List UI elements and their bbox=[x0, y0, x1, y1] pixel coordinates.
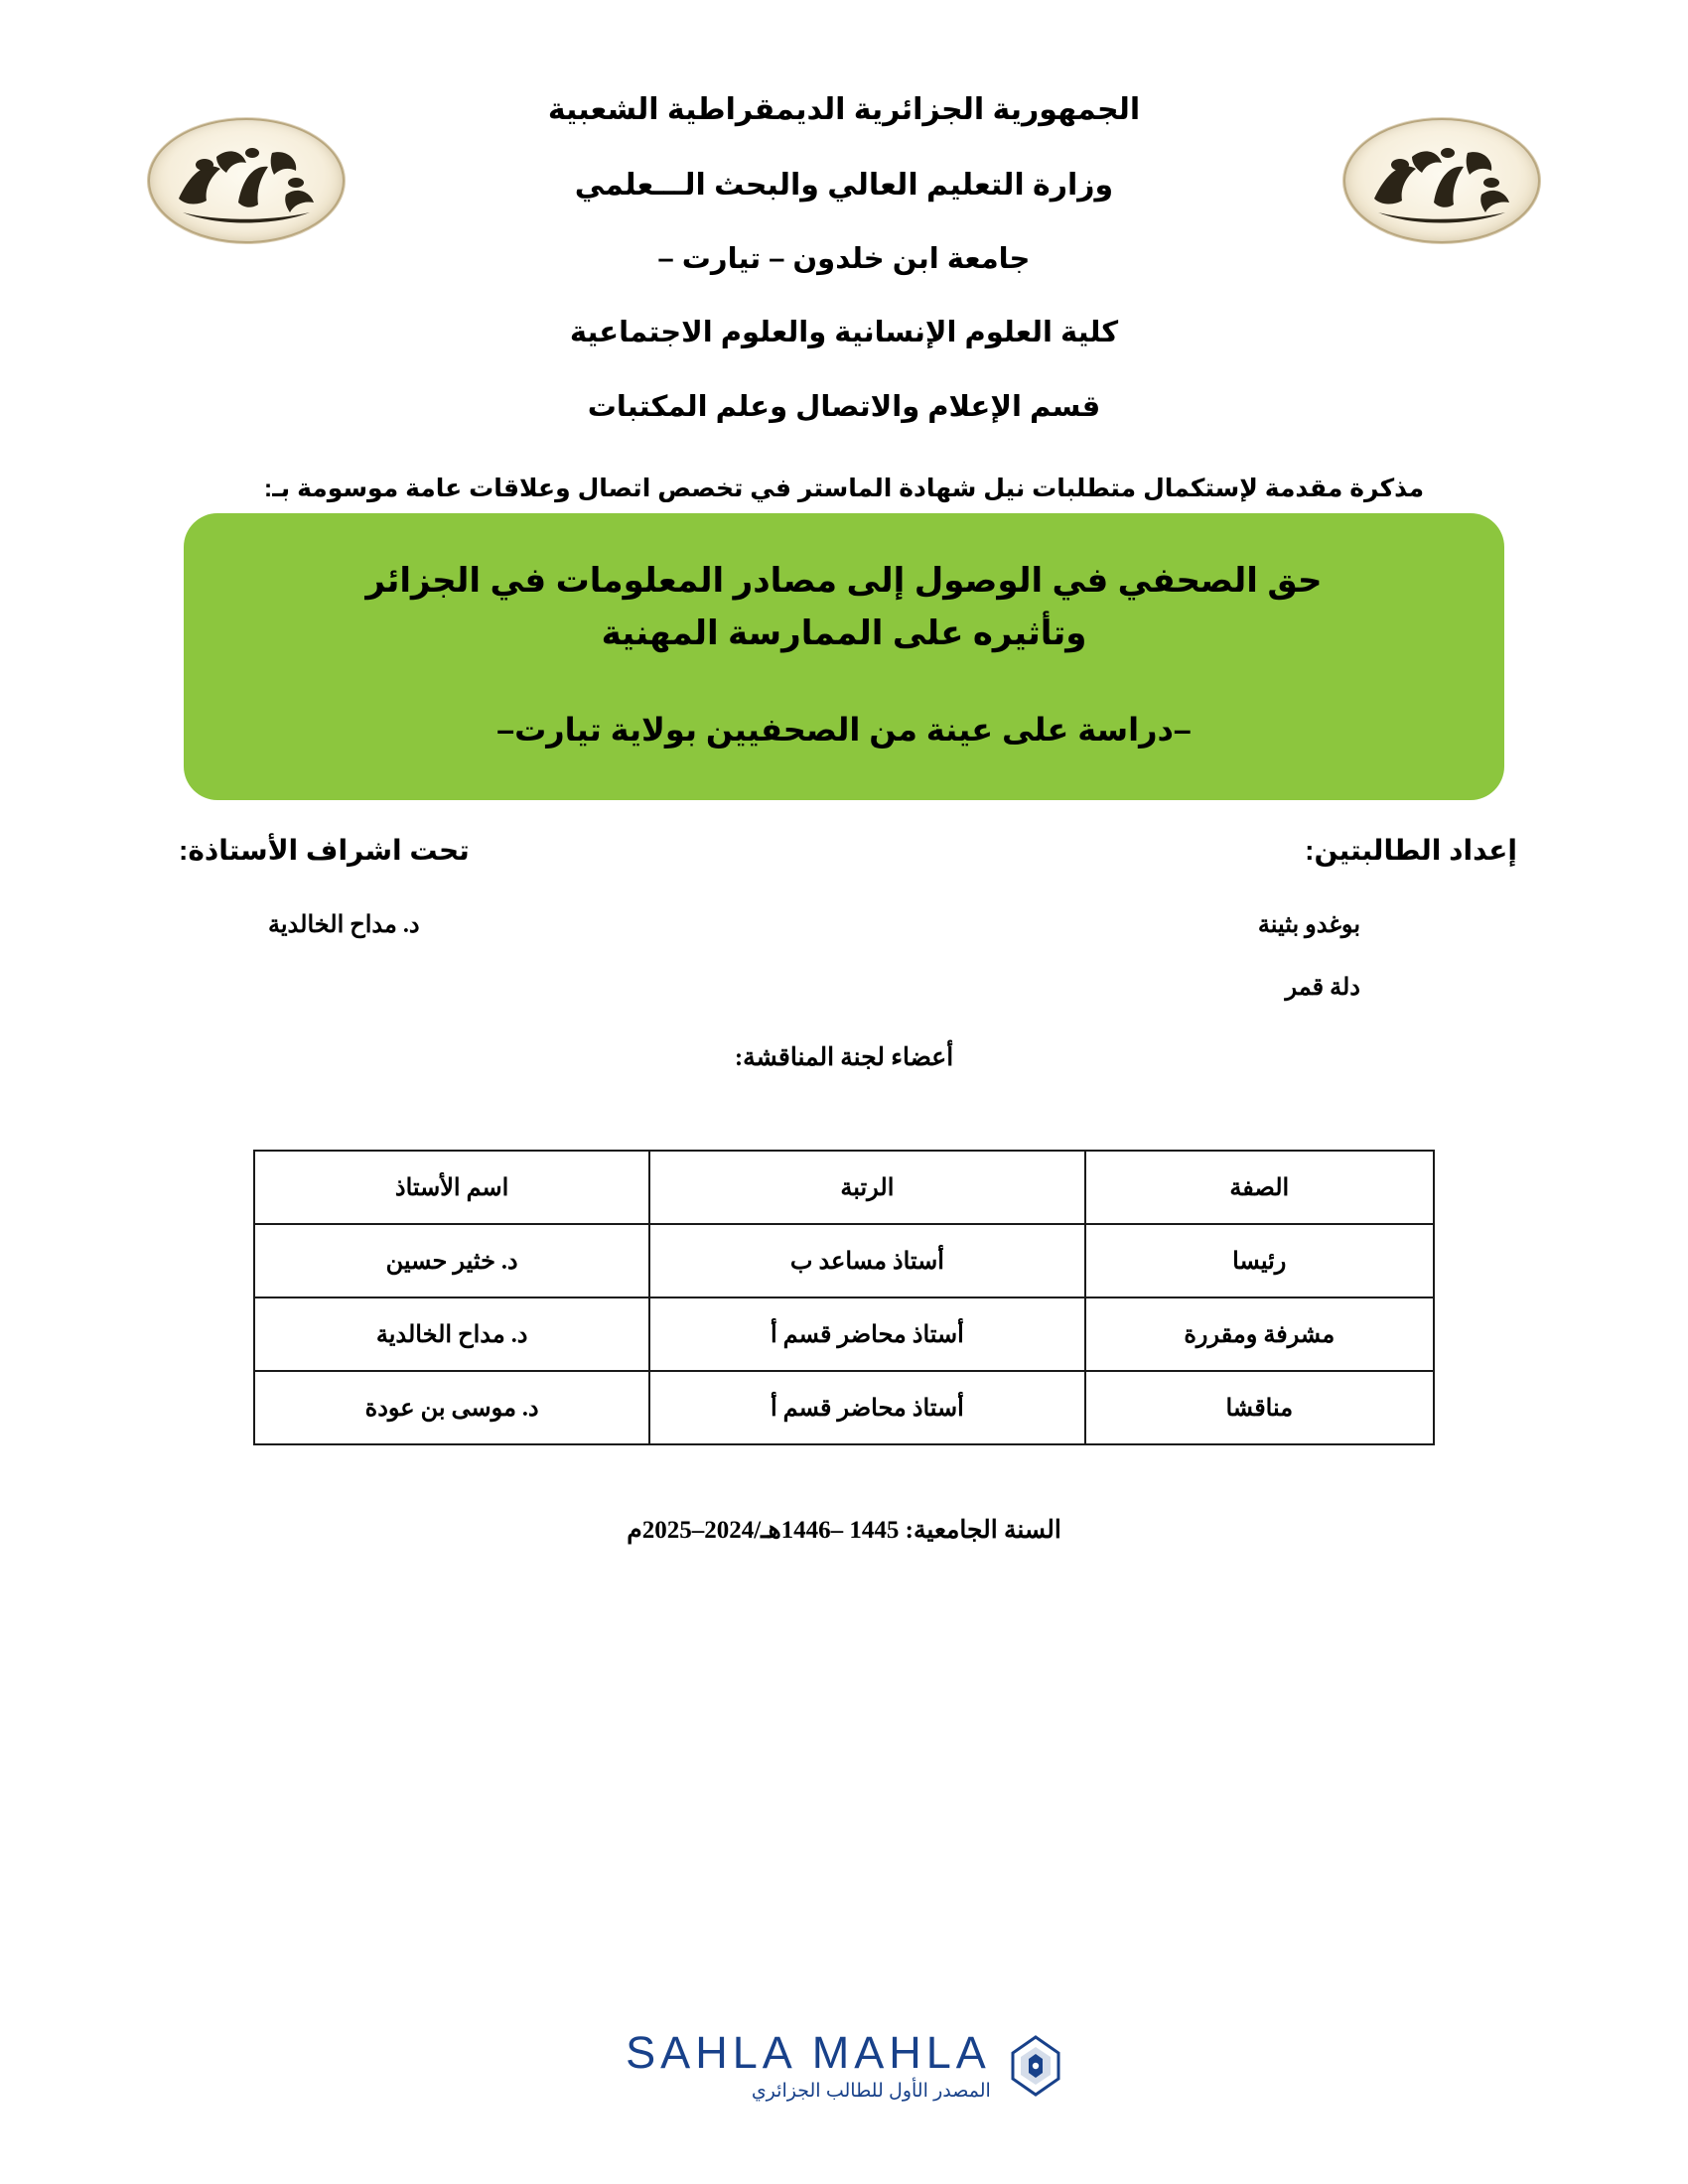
header-line-university: جامعة ابن خلدون – تيارت – bbox=[657, 243, 1031, 275]
cell-rank: أستاذ مساعد ب bbox=[649, 1224, 1084, 1297]
table-row bbox=[254, 1297, 1434, 1371]
header-line-ministry: وزارة التعليم العالي والبحث الـــعلمي bbox=[574, 168, 1114, 202]
table-row bbox=[254, 1371, 1434, 1444]
header-line-country: الجمهورية الجزائرية الديمقراطية الشعبية bbox=[547, 93, 1141, 126]
cell-name: د. خثير حسين bbox=[254, 1224, 649, 1297]
column-header-rank: الرتبة bbox=[649, 1151, 1084, 1224]
document-header bbox=[0, 0, 1688, 422]
thesis-title-line-2: وتأثيره على الممارسة المهنية bbox=[601, 614, 1087, 652]
diamond-monogram-icon bbox=[1009, 2035, 1062, 2097]
thesis-title-box bbox=[184, 513, 1504, 800]
header-line-department: قسم الإعلام والاتصال وعلم المكتبات bbox=[587, 390, 1101, 423]
thesis-title-subtitle: –دراسة على عينة من الصحفيين بولاية تيارت– bbox=[496, 711, 1192, 748]
authors-block bbox=[923, 834, 1539, 1035]
brand-footer bbox=[0, 2027, 1688, 2102]
brand-name: SAHLA MAHLA bbox=[626, 2027, 991, 2078]
supervisor-name-1: د. مداح الخالدية bbox=[268, 912, 420, 939]
cell-name: د. مداح الخالدية bbox=[254, 1297, 649, 1371]
cell-rank: أستاذ محاضر قسم أ bbox=[649, 1297, 1084, 1371]
supervisor-block bbox=[149, 834, 765, 973]
author-name-1: بوغدو بثينة bbox=[1257, 912, 1360, 939]
university-seal-icon-right bbox=[1342, 117, 1541, 244]
academic-year: السنة الجامعية: 1445 –1446هـ/2024–2025م bbox=[627, 1517, 1061, 1545]
author-name-2: دلة قمر bbox=[1285, 975, 1360, 1002]
column-header-role: الصفة bbox=[1085, 1151, 1434, 1224]
cell-role: رئيسا bbox=[1085, 1224, 1434, 1297]
column-header-name: اسم الأستاذ bbox=[254, 1151, 649, 1224]
authors-heading: إعداد الطالبتين: bbox=[1305, 835, 1517, 867]
table-row bbox=[254, 1224, 1434, 1297]
supervisor-heading: تحت اشراف الأستاذة: bbox=[179, 835, 470, 867]
table-header-row bbox=[254, 1151, 1434, 1224]
brand-tagline: المصدر الأول للطالب الجزائري bbox=[751, 2081, 991, 2102]
cell-role: مشرفة ومقررة bbox=[1085, 1297, 1434, 1371]
people-section bbox=[149, 834, 1539, 1052]
thesis-title-line-1: حق الصحفي في الوصول إلى مصادر المعلومات في الجزائر bbox=[365, 562, 1323, 601]
cell-role: مناقشا bbox=[1085, 1371, 1434, 1444]
header-line-faculty: كلية العلوم الإنسانية والعلوم الاجتماعية bbox=[569, 317, 1119, 349]
cell-rank: أستاذ محاضر قسم أ bbox=[649, 1371, 1084, 1444]
brand-text bbox=[626, 2027, 991, 2102]
university-seal-icon-left bbox=[147, 117, 346, 244]
cell-name: د. موسى بن عودة bbox=[254, 1371, 649, 1444]
thesis-purpose-note: مذكرة مقدمة لإستكمال متطلبات نيل شهادة الماستر في تخصص اتصال وعلاقات عامة موسومة بـ: bbox=[263, 475, 1425, 503]
jury-table bbox=[253, 1150, 1435, 1445]
jury-label: أعضاء لجنة المناقشة: bbox=[734, 1044, 954, 1072]
